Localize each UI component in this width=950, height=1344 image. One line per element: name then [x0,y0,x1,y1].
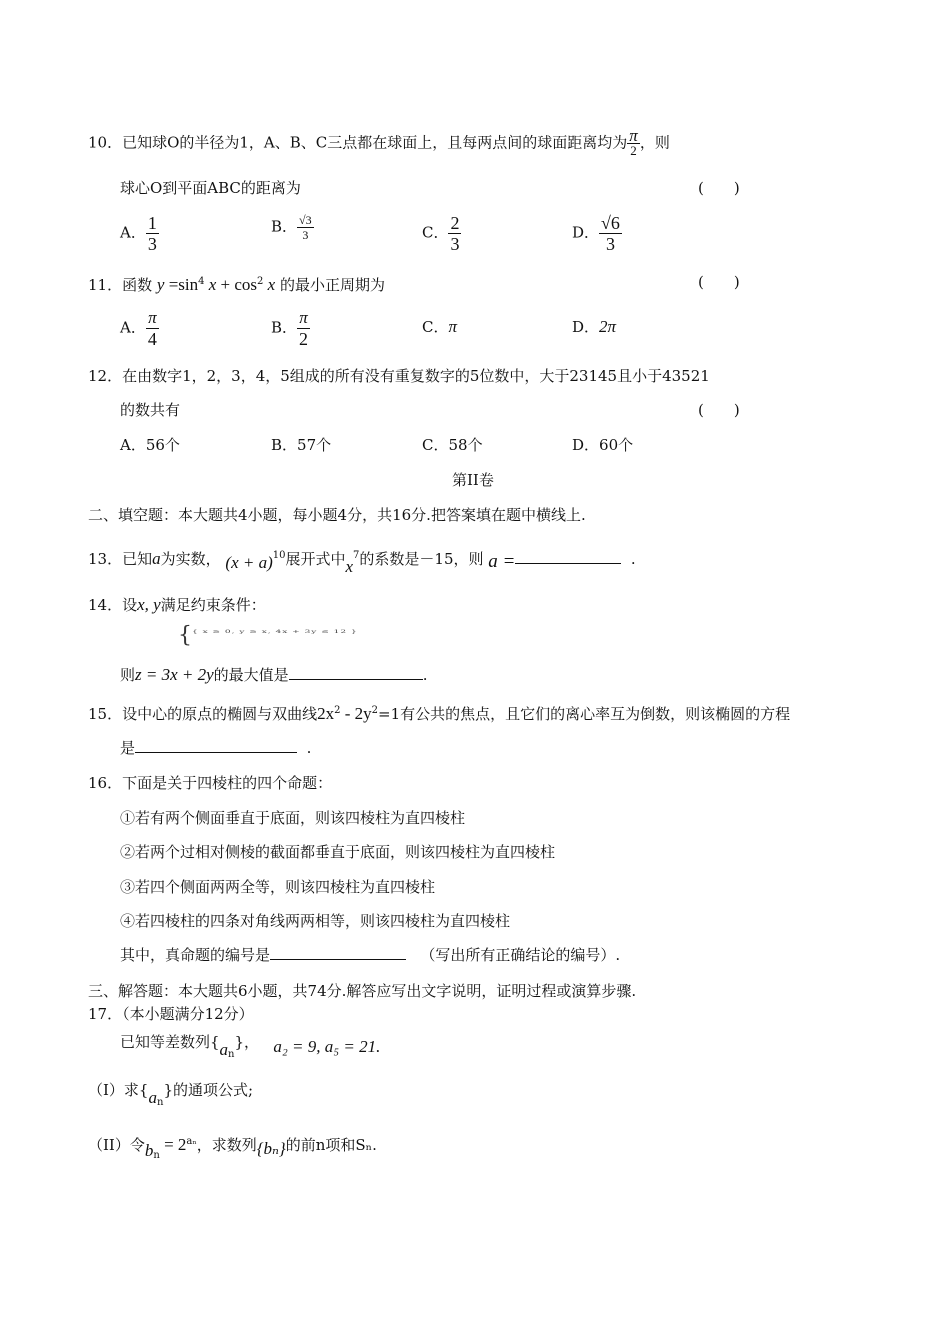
q17-part1: （I）求$\{a_n\}$的通项公式; [88,1081,254,1108]
q12-answer-paren: ( ) [698,401,740,419]
q11-option-a: A． $\frac{\pi}{4}$ [120,308,157,349]
q10-text-b: ，则 [639,133,670,152]
q10-option-b: B． $\frac{√3}{3}$ [271,213,312,242]
q14-line1: 14．设x, y满足约束条件： [88,595,266,614]
q17-line1: 17．（本小题满分12分） [88,1005,254,1023]
q12-option-c: C．58个 [422,436,483,454]
q10-number: 10． [88,133,123,152]
q16-line1: 16．下面是关于四棱柱的四个命题： [88,774,333,792]
q10-line1 [88,126,670,158]
q16-answer-blank[interactable] [270,945,406,960]
q13-line: 13．已知a为实数， $(x + a)^{10}$展开式中$x^7$的系数是－15，则 a = . [88,549,636,576]
q11-option-c: C．π [422,317,458,336]
q10-answer-paren: ( ) [698,179,740,197]
q17-condition: a₂ = 9, a₅ = 21. [273,1037,381,1056]
q11-option-d: D．2π [572,317,617,336]
q15-line2: 是 . [120,739,312,757]
q14-system-brace: { [178,623,192,648]
q16-ask: 其中，真命题的编号是 （写出所有正确结论的编号）. [120,946,621,964]
q11-line1: 11．函数 $y =\sin^4$ $x + \cos^2 x$ 的最小正周期为 [88,275,385,294]
q16-item-2: ②若两个过相对侧棱的截面都垂直于底面，则该四棱柱为直四棱柱 [120,843,556,861]
q17-part2: （II）令$b_n = 2^{a_n}$，求数列{bₙ}的前n项和Sₙ. [88,1135,377,1161]
q10-option-d: D． $\frac{√6}{3}$ [572,213,620,254]
q10-line2: 球心O到平面ABC的距离为 [120,179,301,197]
q11-answer-paren: ( ) [698,273,740,291]
q10-option-a: A． $\frac{1}{3}$ [120,213,157,254]
section3-heading: 三、解答题：本大题共6小题，共74分.解答应写出文字说明，证明过程或演算步骤. [88,982,637,1000]
q14-line2: 则z = 3x + 2y的最大值是 . [120,665,428,684]
q12-line2: 的数共有 [120,401,181,419]
q14-constraint-system: { x ≥ 0, y ≥ x, 4x + 3y ≤ 12 } [192,628,358,635]
q12-option-a: A．56个 [120,436,180,454]
q12-option-d: D．60个 [572,436,634,454]
q10-text-a: 已知球O的半径为1，A、B、C三点都在球面上，且每两点间的球面距离均为 [122,133,628,152]
q11-option-b: B． $\frac{\pi}{2}$ [271,308,309,349]
q10-fraction: $\frac{\pi}{2}$ [629,126,638,158]
section2-heading: 二、填空题：本大题共4小题，每小题4分，共16分.把答案填在题中横线上. [88,506,586,524]
q10-option-c: C． $\frac{2}{3}$ [422,213,460,254]
q12-option-b: B．57个 [271,436,332,454]
q16-item-4: ④若四棱柱的四条对角线两两相等，则该四棱柱为直四棱柱 [120,912,511,930]
q15-answer-blank[interactable] [135,738,297,753]
q17-given: 已知等差数列$\{a_n\}$， a₂ = 9, a₅ = 21. [120,1033,381,1060]
q15-line1: 15．设中心的原点的椭圆与双曲线$2x^2 - 2y^2=1$有公共的焦点，且它们的离心率互为倒数，则该椭圆的方程 [88,704,791,723]
part2-title: 第II卷 [452,471,494,489]
q12-line1: 12．在由数字1，2，3，4，5组成的所有没有重复数字的5位数中，大于23145且小于43521 [88,367,710,385]
q14-answer-blank[interactable] [289,665,423,680]
q13-answer-blank[interactable] [515,549,621,564]
q16-item-1: ①若有两个侧面垂直于底面，则该四棱柱为直四棱柱 [120,809,466,827]
q16-item-3: ③若四个侧面两两全等，则该四棱柱为直四棱柱 [120,878,436,896]
